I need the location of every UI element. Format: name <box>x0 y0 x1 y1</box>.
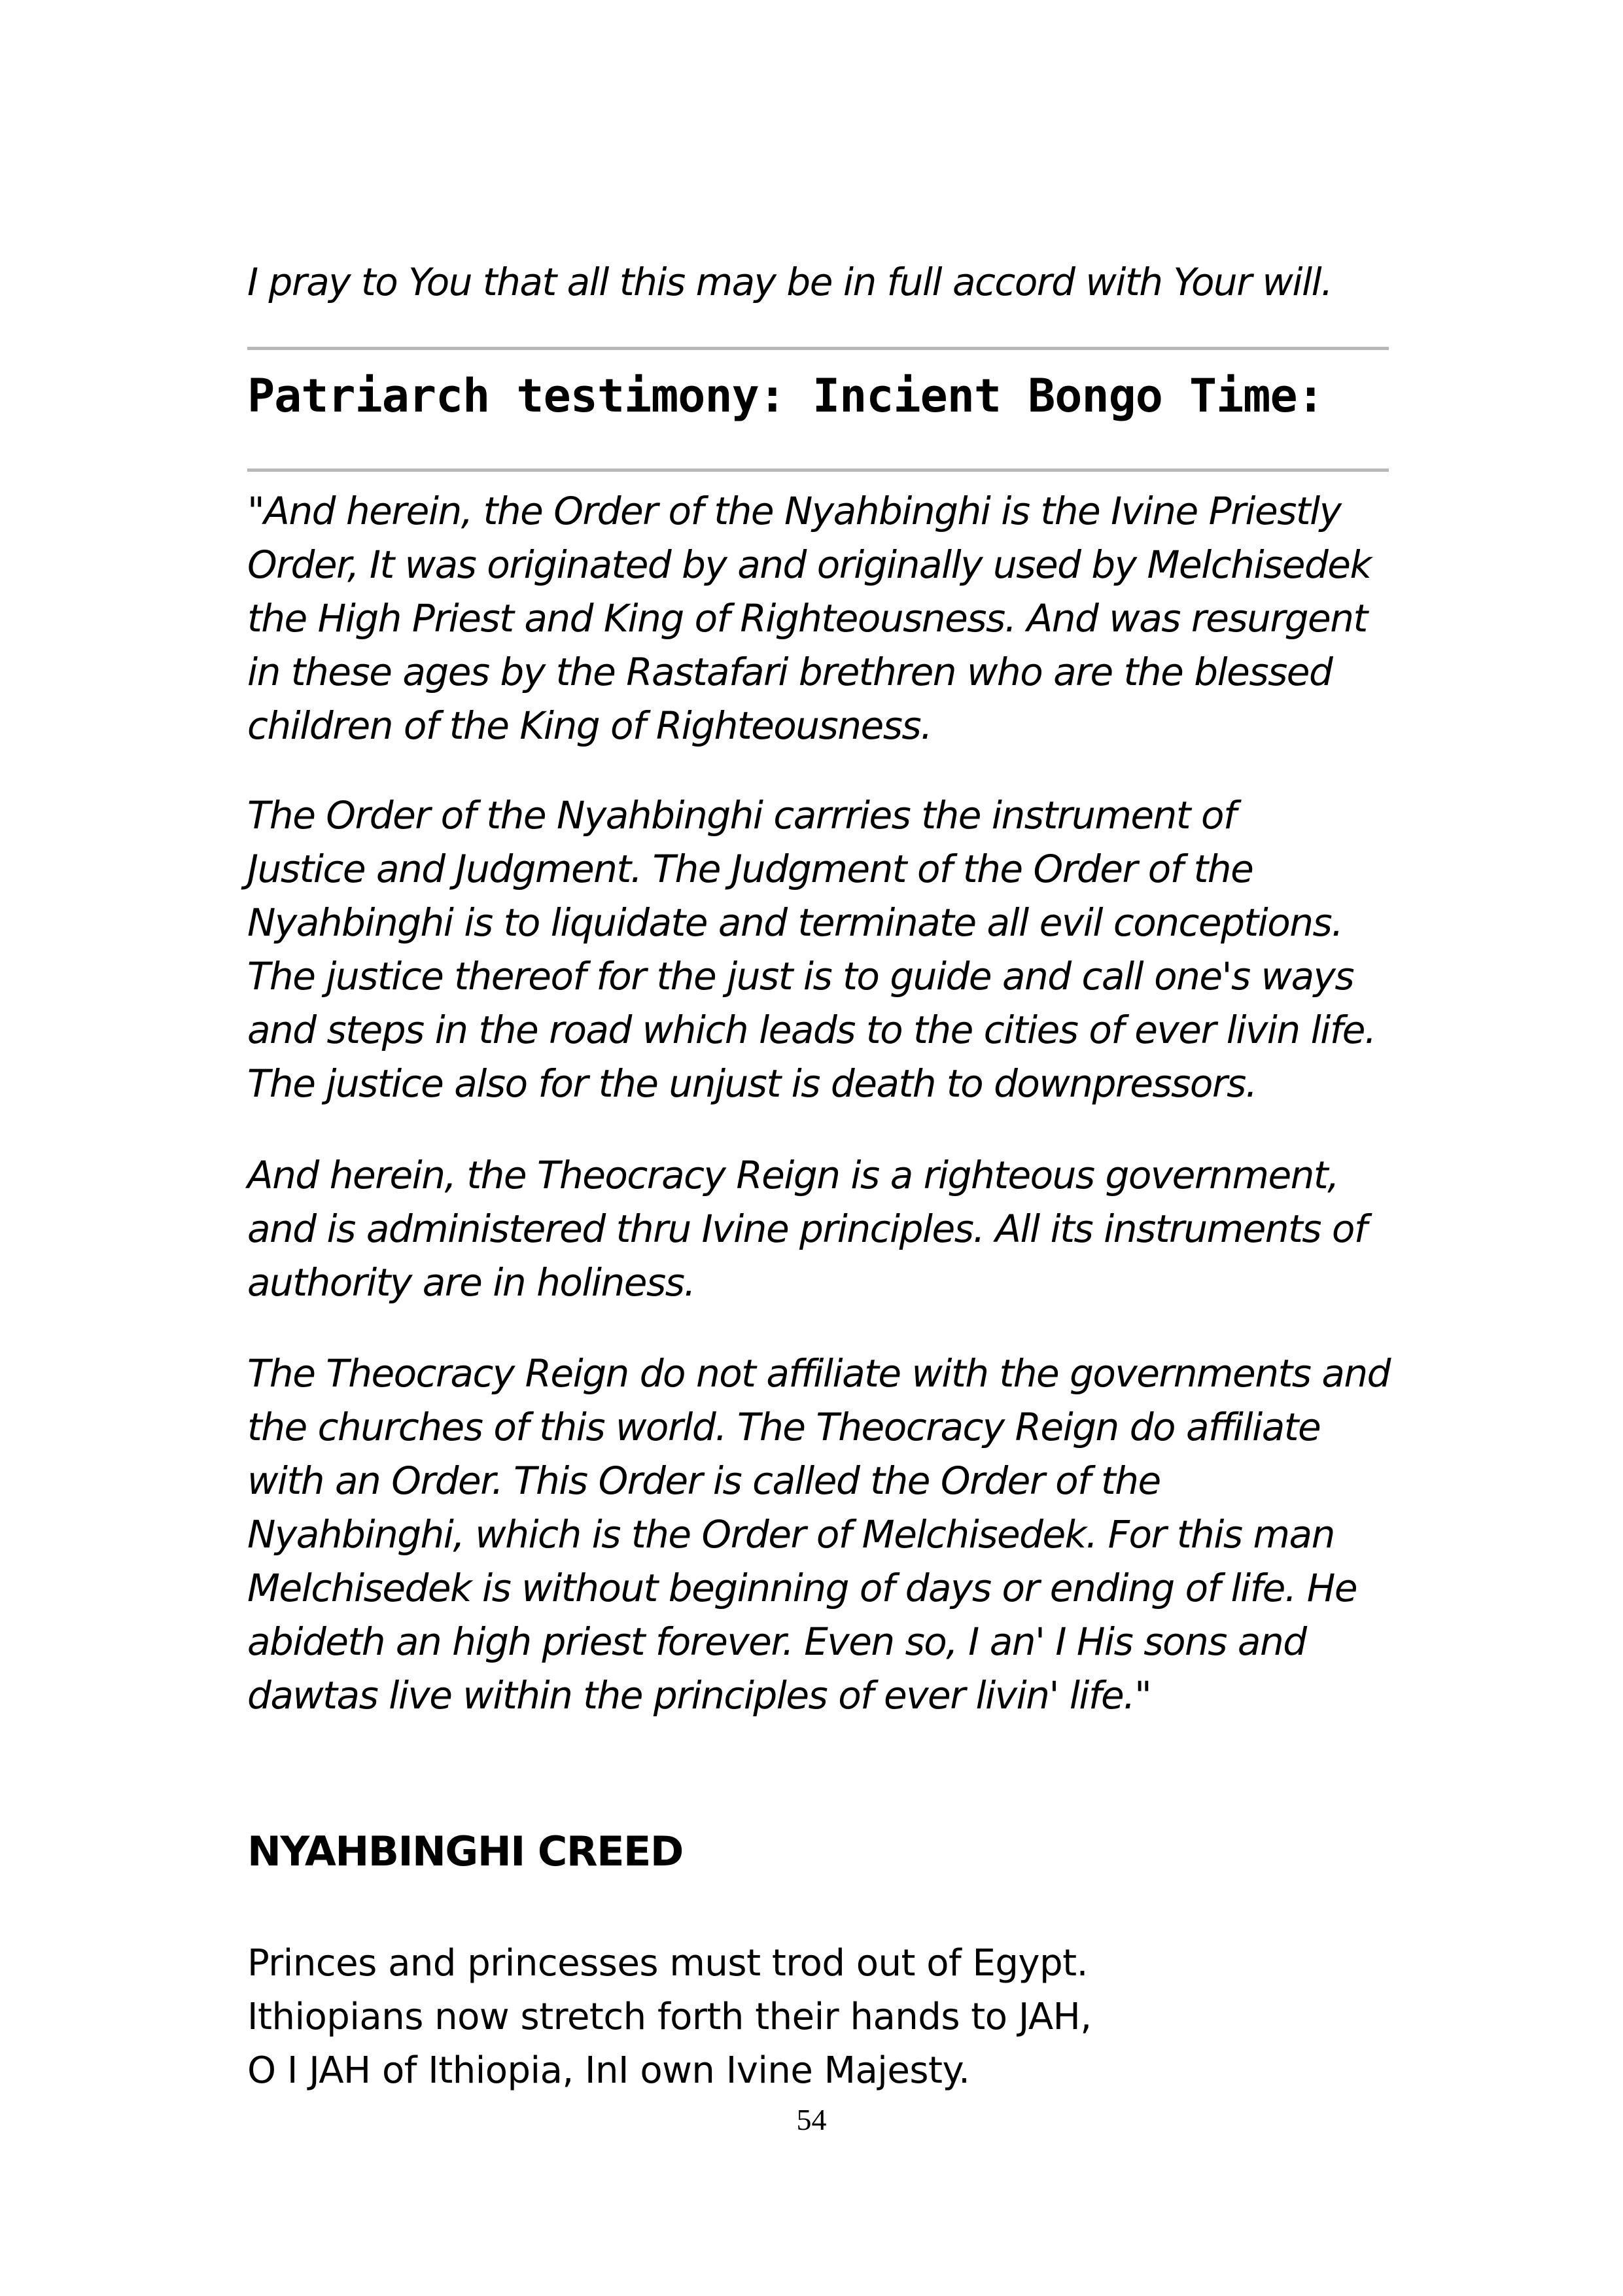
text-line: And herein, the Theocracy Reign is a righteous government, <box>247 1153 1339 1197</box>
text-line: The Order of the Nyahbinghi carrries the instrument of <box>247 793 1236 838</box>
text-line: Nyahbinghi, which is the Order of Melchisedek. For this man <box>247 1512 1335 1557</box>
creed-line: O I JAH of Ithiopia, InI own Ivine Majesty. <box>247 2049 970 2092</box>
text-line: The justice also for the unjust is death to downpressors. <box>247 1061 1257 1106</box>
text-line: and is administered thru Ivine principles. All its instruments of <box>247 1207 1367 1251</box>
paragraph-4 <box>247 1347 1412 1722</box>
paragraph-2 <box>247 788 1412 1110</box>
text-line: The justice thereof for the just is to guide and call one's ways <box>247 954 1354 998</box>
creed-line: Princes and princesses must trod out of Egypt. <box>247 1942 1088 1985</box>
page-number: 54 <box>796 2103 827 2136</box>
text-line: and steps in the road which leads to the cities of ever livin life. <box>247 1008 1376 1052</box>
creed-heading: NYAHBINGHI CREED <box>247 1828 683 1875</box>
text-line: Justice and Judgment. The Judgment of the Order of the <box>247 847 1253 891</box>
text-line: abideth an high priest forever. Even so, I an' I His sons and <box>247 1619 1306 1664</box>
text-line: children of the King of Righteousness. <box>247 703 932 748</box>
intro-line: I pray to You that all this may be in full accord with Your will. <box>247 260 1333 304</box>
paragraph-1 <box>247 484 1412 752</box>
text-line: Nyahbinghi is to liquidate and terminate all evil conceptions. <box>247 900 1343 945</box>
text-line: Melchisedek is without beginning of days or ending of life. He <box>247 1566 1357 1610</box>
text-line: authority are in holiness. <box>247 1260 695 1305</box>
section-heading: Patriarch testimony: Incient Bongo Time: <box>247 369 1324 423</box>
text-line: with an Order. This Order is called the Order of the <box>247 1458 1161 1503</box>
top-divider <box>247 347 1389 350</box>
text-line: the churches of this world. The Theocracy Reign do affiliate <box>247 1405 1321 1449</box>
text-line: the High Priest and King of Righteousness. And was resurgent <box>247 596 1367 641</box>
text-line: "And herein, the Order of the Nyahbinghi is the Ivine Priestly <box>247 489 1341 533</box>
text-line: dawtas live within the principles of ever livin' life." <box>247 1673 1151 1718</box>
creed-verse <box>247 1937 1412 2098</box>
text-line: Order, It was originated by and originally used by Melchisedek <box>247 542 1371 587</box>
text-line: The Theocracy Reign do not affiliate with the governments and <box>247 1351 1390 1396</box>
paragraph-3 <box>247 1148 1412 1309</box>
text-line: in these ages by the Rastafari brethren who are the blessed <box>247 650 1333 694</box>
heading-divider <box>247 468 1389 472</box>
creed-line: Ithiopians now stretch forth their hands to JAH, <box>247 1996 1092 2038</box>
